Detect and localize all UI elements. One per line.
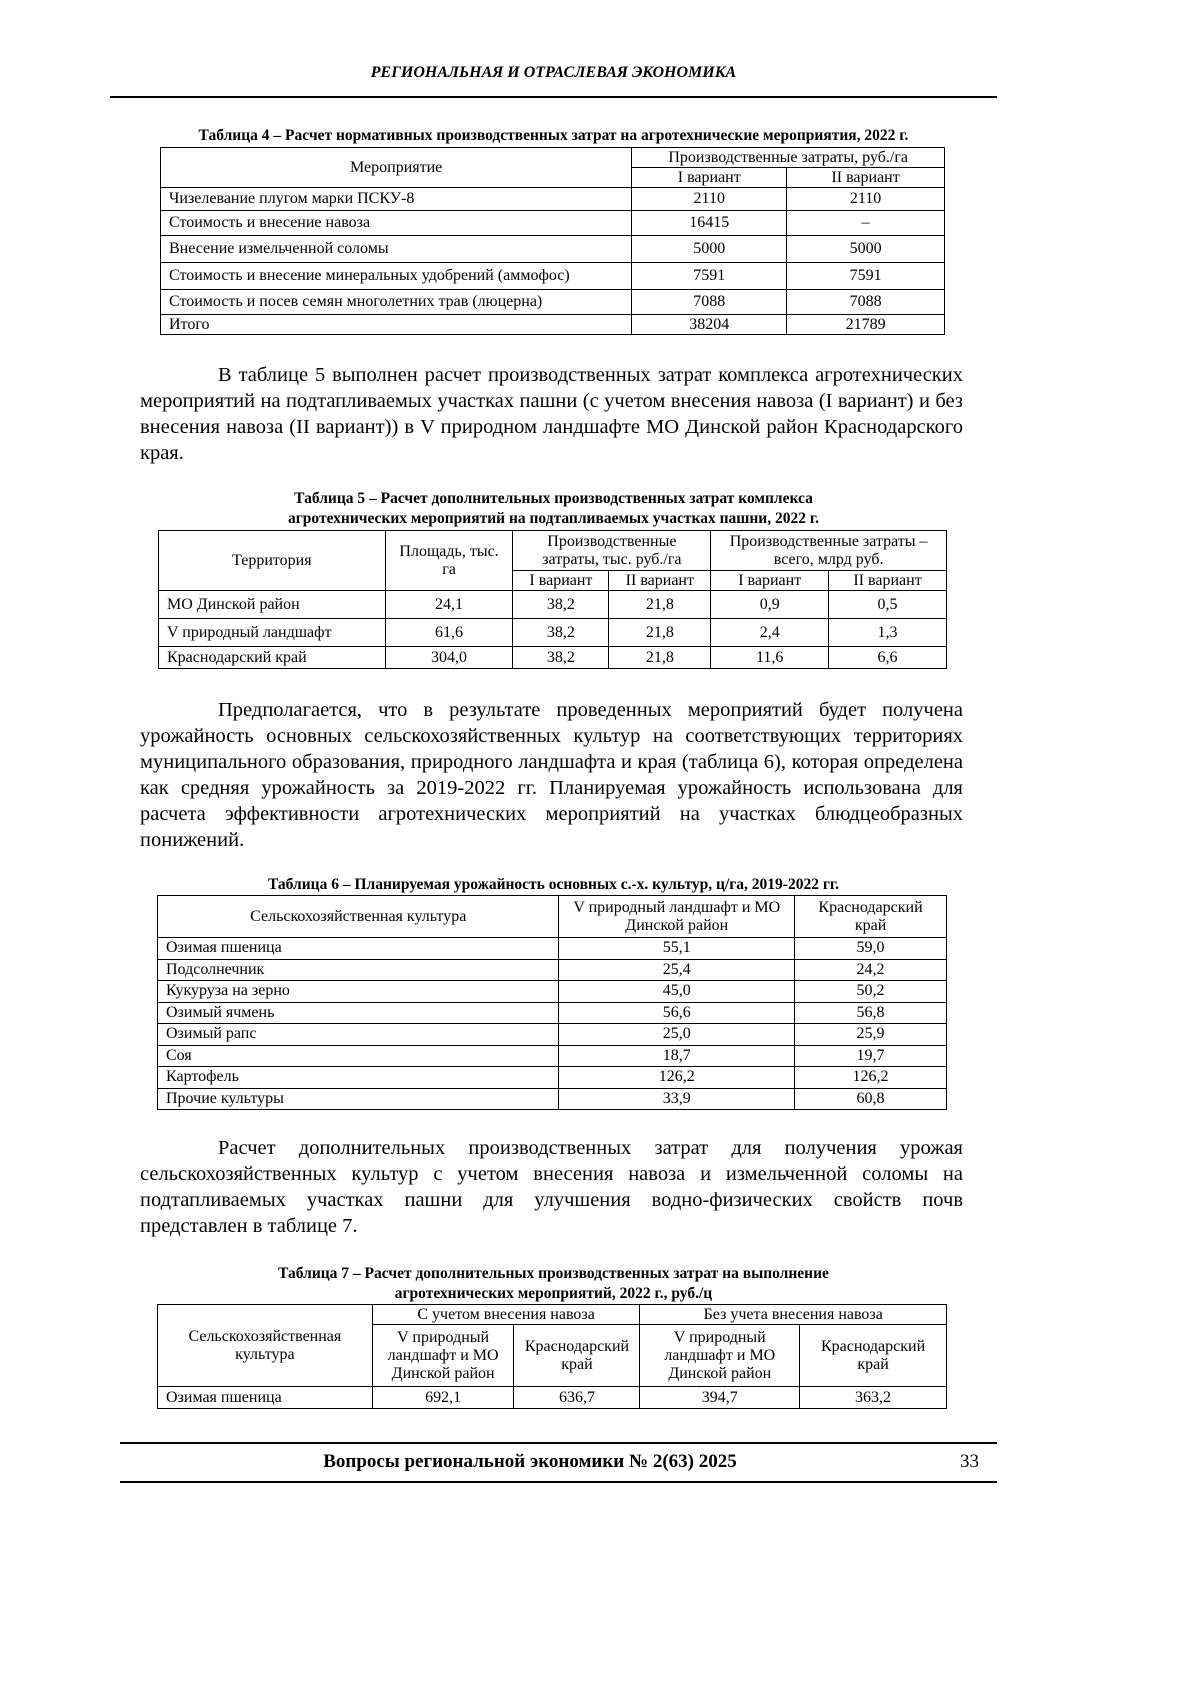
journal-title: Вопросы региональной экономики № 2(63) 2025 xyxy=(323,1451,737,1472)
table7-header-crop: Сельскохозяйственная культура xyxy=(158,1305,373,1387)
table4 xyxy=(160,147,945,335)
table-row xyxy=(161,315,945,335)
table7-caption xyxy=(110,1264,997,1304)
table-row xyxy=(158,1088,947,1110)
table-row xyxy=(158,959,947,981)
row-label: Стоимость и посев семян многолетних трав (люцерна) xyxy=(161,290,632,315)
cell-value: 38,2 xyxy=(513,591,609,619)
row-label: Итого xyxy=(161,315,632,335)
table4-header-event: Мероприятие xyxy=(161,148,632,188)
row-label: Стоимость и внесение минеральных удобрений (аммофос) xyxy=(161,263,632,290)
table5-header-v1: I вариант xyxy=(513,571,609,591)
cell-value: 59,0 xyxy=(795,938,947,960)
table-row xyxy=(158,1045,947,1067)
paragraph-text: Предполагается, что в результате проведенных мероприятий будет получена урожайность основных сельскохозяйственных культур на соответствующих территориях муниципального образования, природного ландшафта и края (таблица 6), которая определена как средняя урожайность за 2019-2022 гг. Планируемая урожайность использована для расчета эффективности агротехнических мероприятий на участках блюдцеобразных понижений. xyxy=(140,699,963,851)
footer-rule-bottom xyxy=(120,1481,997,1483)
header-rule xyxy=(110,96,997,98)
cell-value: 21,8 xyxy=(609,619,711,647)
table-row xyxy=(159,591,947,619)
table7-header-without-manure: Без учета внесения навоза xyxy=(640,1305,947,1325)
table-row xyxy=(158,1067,947,1089)
table6-header-crop: Сельскохозяйственная культура xyxy=(158,896,559,938)
cell-value: 363,2 xyxy=(800,1387,947,1409)
row-label: Озимая пшеница xyxy=(158,938,559,960)
cell-value: 5000 xyxy=(787,236,945,263)
table6 xyxy=(157,895,947,1110)
cell-value: 126,2 xyxy=(559,1067,795,1089)
running-header: РЕГИОНАЛЬНАЯ И ОТРАСЛЕВАЯ ЭКОНОМИКА xyxy=(370,64,737,81)
table6-caption: Таблица 6 – Планируемая урожайность основных с.-х. культур, ц/га, 2019-2022 гг. xyxy=(267,876,840,893)
cell-value: 126,2 xyxy=(795,1067,947,1089)
cell-value: 25,9 xyxy=(795,1024,947,1046)
table5 xyxy=(158,530,947,669)
table-row xyxy=(158,1024,947,1046)
paragraph-2 xyxy=(140,697,963,853)
row-label: Прочие культуры xyxy=(158,1088,559,1110)
cell-value: 33,9 xyxy=(559,1088,795,1110)
row-label: Соя xyxy=(158,1045,559,1067)
cell-value: 2110 xyxy=(787,188,945,211)
table-row xyxy=(161,236,945,263)
table7-header-region: Краснодарский край xyxy=(800,1325,947,1387)
table7-header-with-manure: С учетом внесения навоза xyxy=(372,1305,640,1325)
cell-value: 56,8 xyxy=(795,1002,947,1024)
cell-value: 38,2 xyxy=(513,647,609,669)
cell-value: 0,9 xyxy=(711,591,829,619)
cell-value: 19,7 xyxy=(795,1045,947,1067)
table5-header-costs-ha: Производственные затраты, тыс. руб./га xyxy=(513,531,711,571)
cell-value: 2,4 xyxy=(711,619,829,647)
cell-value: 7088 xyxy=(632,290,787,315)
caption-line: агротехнических мероприятий, 2022 г., руб./ц xyxy=(394,1285,713,1302)
caption-line: агротехнических мероприятий на подтапливаемых участках пашни, 2022 г. xyxy=(288,510,819,527)
table6-header-region: Краснодарский край xyxy=(795,896,947,938)
table-row xyxy=(158,938,947,960)
cell-value: 38204 xyxy=(632,315,787,335)
table5-header-v2: II вариант xyxy=(829,571,947,591)
cell-value: 18,7 xyxy=(559,1045,795,1067)
cell-value: 21,8 xyxy=(609,591,711,619)
table5-header-costs-total: Производственные затраты – всего, млрд руб. xyxy=(711,531,947,571)
cell-value: 24,2 xyxy=(795,959,947,981)
row-label: МО Динской район xyxy=(159,591,386,619)
cell-value: 21,8 xyxy=(609,647,711,669)
cell-value: 304,0 xyxy=(385,647,513,669)
table5-header-v2: II вариант xyxy=(609,571,711,591)
table-row xyxy=(159,619,947,647)
row-label: V природный ландшафт xyxy=(159,619,386,647)
paragraph-text: В таблице 5 выполнен расчет производственных затрат комплекса агротехнических мероприятий на подтапливаемых участках пашни (с учетом внесения навоза (I вариант) и без внесения навоза (II вариант)) в V природном ландшафте МО Динской район Краснодарского края. xyxy=(140,364,963,464)
cell-value: 21789 xyxy=(787,315,945,335)
cell-value: 24,1 xyxy=(385,591,513,619)
row-label: Картофель xyxy=(158,1067,559,1089)
table4-header-costs: Производственные затраты, руб./га xyxy=(632,148,945,168)
table6-header-landscape: V природный ландшафт и МО Динской район xyxy=(559,896,795,938)
row-label: Озимый ячмень xyxy=(158,1002,559,1024)
table4-caption: Таблица 4 – Расчет нормативных производственных затрат на агротехнические мероприятия, 2022 г. xyxy=(198,127,909,144)
cell-value: 50,2 xyxy=(795,981,947,1003)
table4-header-v2: II вариант xyxy=(787,168,945,188)
table7-header-landscape: V природный ландшафт и МО Динской район xyxy=(640,1325,800,1387)
cell-value: 0,5 xyxy=(829,591,947,619)
table5-caption xyxy=(110,489,997,529)
cell-value: 636,7 xyxy=(514,1387,640,1409)
row-label: Озимый рапс xyxy=(158,1024,559,1046)
table-row xyxy=(159,647,947,669)
footer-rule-top xyxy=(120,1442,997,1444)
table4-header-v1: I вариант xyxy=(632,168,787,188)
cell-value: 61,6 xyxy=(385,619,513,647)
caption-line: Таблица 5 – Расчет дополнительных производственных затрат комплекса xyxy=(294,490,813,507)
cell-value: 394,7 xyxy=(640,1387,800,1409)
paragraph-text: Расчет дополнительных производственных затрат для получения урожая сельскохозяйственных культур с учетом внесения навоза и измельченной соломы на подтапливаемых участках пашни для улучшения водно-физических свойств почв представлен в таблице 7. xyxy=(140,1137,963,1237)
cell-value: 6,6 xyxy=(829,647,947,669)
row-label: Озимая пшеница xyxy=(158,1387,373,1409)
table7 xyxy=(157,1304,947,1409)
table-row xyxy=(161,263,945,290)
cell-value: 7591 xyxy=(787,263,945,290)
cell-value: 45,0 xyxy=(559,981,795,1003)
row-label: Стоимость и внесение навоза xyxy=(161,211,632,236)
cell-value: 11,6 xyxy=(711,647,829,669)
row-label: Подсолнечник xyxy=(158,959,559,981)
cell-value: 2110 xyxy=(632,188,787,211)
table5-header-area: Площадь, тыс. га xyxy=(385,531,513,591)
cell-value: 16415 xyxy=(632,211,787,236)
table-row xyxy=(158,1387,947,1409)
table7-header-region: Краснодарский край xyxy=(514,1325,640,1387)
caption-line: Таблица 7 – Расчет дополнительных производственных затрат на выполнение xyxy=(278,1265,829,1282)
cell-value: 60,8 xyxy=(795,1088,947,1110)
row-label: Внесение измельченной соломы xyxy=(161,236,632,263)
page-number: 33 xyxy=(960,1451,979,1472)
table-row xyxy=(161,211,945,236)
row-label: Краснодарский край xyxy=(159,647,386,669)
table-row xyxy=(158,981,947,1003)
cell-value: 38,2 xyxy=(513,619,609,647)
table-row xyxy=(158,1002,947,1024)
table7-header-landscape: V природный ландшафт и МО Динской район xyxy=(372,1325,514,1387)
cell-value: 56,6 xyxy=(559,1002,795,1024)
paragraph-1 xyxy=(140,362,963,466)
cell-value: 692,1 xyxy=(372,1387,514,1409)
row-label: Кукуруза на зерно xyxy=(158,981,559,1003)
cell-value: 55,1 xyxy=(559,938,795,960)
paragraph-3 xyxy=(140,1135,963,1239)
cell-value: 7591 xyxy=(632,263,787,290)
cell-value: 7088 xyxy=(787,290,945,315)
table-row xyxy=(161,188,945,211)
row-label: Чизелевание плугом марки ПСКУ-8 xyxy=(161,188,632,211)
table5-header-territory: Территория xyxy=(159,531,386,591)
table5-header-v1: I вариант xyxy=(711,571,829,591)
cell-value: 25,4 xyxy=(559,959,795,981)
table-row xyxy=(161,290,945,315)
cell-value: 25,0 xyxy=(559,1024,795,1046)
cell-value: – xyxy=(787,211,945,236)
cell-value: 5000 xyxy=(632,236,787,263)
cell-value: 1,3 xyxy=(829,619,947,647)
